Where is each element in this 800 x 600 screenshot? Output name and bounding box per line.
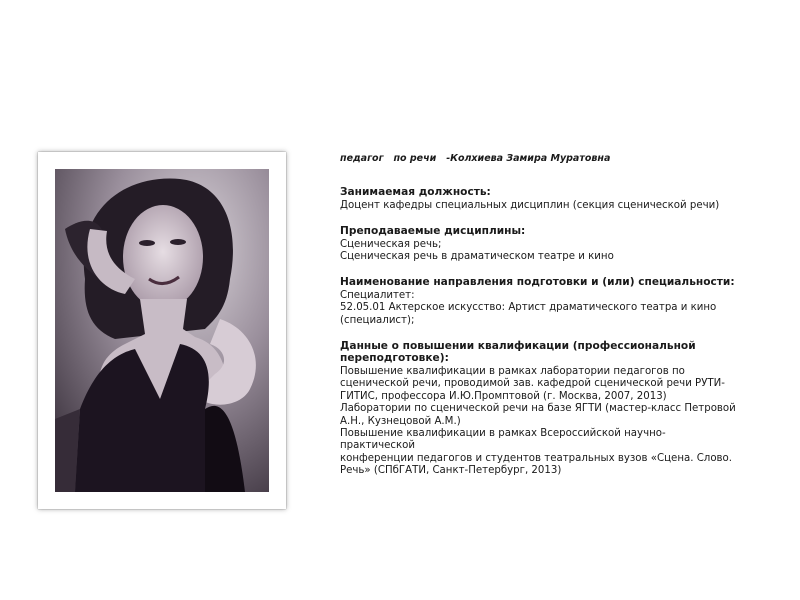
section-title-line: переподготовке): [340, 352, 449, 365]
section-line: Специалитет: [340, 289, 415, 301]
teacher-role: педагог по речи [340, 153, 437, 164]
section-line: Речь» (СПбГАТИ, Санкт-Петербург, 2013) [340, 465, 562, 477]
section-line: ГИТИС, профессора И.Ю.Промптовой (г. Москва, 2007, 2013) [340, 390, 667, 402]
section-line: (специалист); [340, 314, 415, 326]
section-line: А.Н., Кузнецовой А.М.) [340, 415, 461, 427]
section-line: сценической речи, проводимой зав. кафедрой сценической речи РУТИ- [340, 378, 725, 390]
section-line: Повышение квалификации в рамках Всероссийской научно-практической [340, 427, 666, 452]
section-line: Лаборатории по сценической речи на базе ЯГТИ (мастер-класс Петровой [340, 403, 736, 415]
profile-text [340, 153, 740, 491]
portrait-photo [55, 169, 269, 492]
section-line: Доцент кафедры специальных дисциплин (секция сценической речи) [340, 199, 720, 211]
teacher-name: -Колхиева Замира Муратовна [446, 153, 611, 164]
section-line: 52.05.01 Актерское искусство: Артист драматического театра и кино [340, 302, 717, 314]
section-specialty [340, 276, 740, 327]
teacher-header [340, 153, 740, 165]
section-disciplines [340, 225, 740, 263]
section-position [340, 186, 740, 212]
section-qualification [340, 340, 740, 477]
section-title: Занимаемая должность: [340, 186, 491, 199]
section-title: Преподаваемые дисциплины: [340, 225, 526, 238]
section-line: Повышение квалификации в рамках лаборатории педагогов по [340, 365, 685, 377]
section-line: Сценическая речь; [340, 238, 442, 250]
section-title [340, 340, 740, 365]
portrait-photo-icon [55, 169, 269, 492]
portrait-photo-frame [38, 152, 286, 509]
section-line: конференции педагогов и студентов театральных вузов «Сцена. Слово. [340, 452, 733, 464]
section-title-line: Данные о повышении квалификации (профессиональной [340, 340, 696, 353]
section-title: Наименование направления подготовки и (или) специальности: [340, 276, 735, 289]
section-line: Сценическая речь в драматическом театре и кино [340, 251, 614, 263]
